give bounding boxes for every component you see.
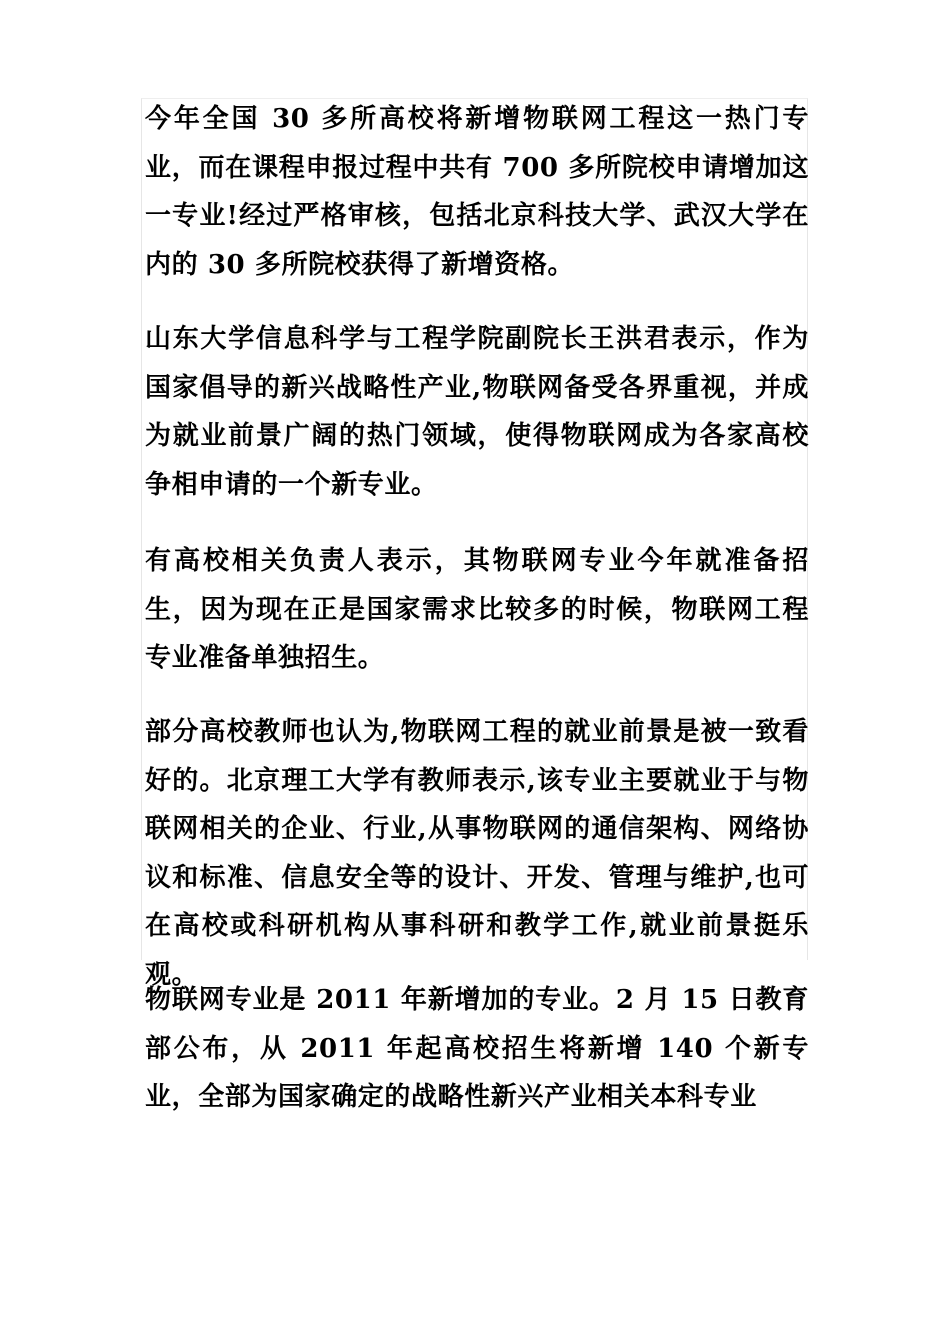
paragraph-5: 物联网专业是 2011 年新增加的专业。2 月 15 日教育部公布，从 2011 年起高校招生将新增 140 个新专业，全部为国家确定的战略性新兴产业相关本科专业 xyxy=(145,985,809,1112)
paragraph-1: 今年全国 30 多所高校将新增物联网工程这一热门专业，而在课程申报过程中共有 700 多所院校申请增加这一专业!经过严格审核，包括北京科技大学、武汉大学在内的 30 多所院校获得了新增资格。 xyxy=(145,104,809,280)
paragraph-4: 部分高校教师也认为,物联网工程的就业前景是被一致看好的。北京理工大学有教师表示,该专业主要就业于与物联网相关的企业、行业,从事物联网的通信架构、网络协议和标准、信息安全等的设计、开发、管理与维护,也可在高校或科研机构从事科研和教学工作,就业前景挺乐观。 xyxy=(145,717,809,990)
paragraph-3: 有高校相关负责人表示，其物联网专业今年就准备招生，因为现在正是国家需求比较多的时候，物联网工程专业准备单独招生。 xyxy=(145,546,809,673)
paragraph-2: 山东大学信息科学与工程学院副院长王洪君表示，作为国家倡导的新兴战略性产业,物联网备受各界重视，并成为就业前景广阔的热门领域，使得物联网成为各家高校争相申请的一个新专业。 xyxy=(145,324,809,500)
